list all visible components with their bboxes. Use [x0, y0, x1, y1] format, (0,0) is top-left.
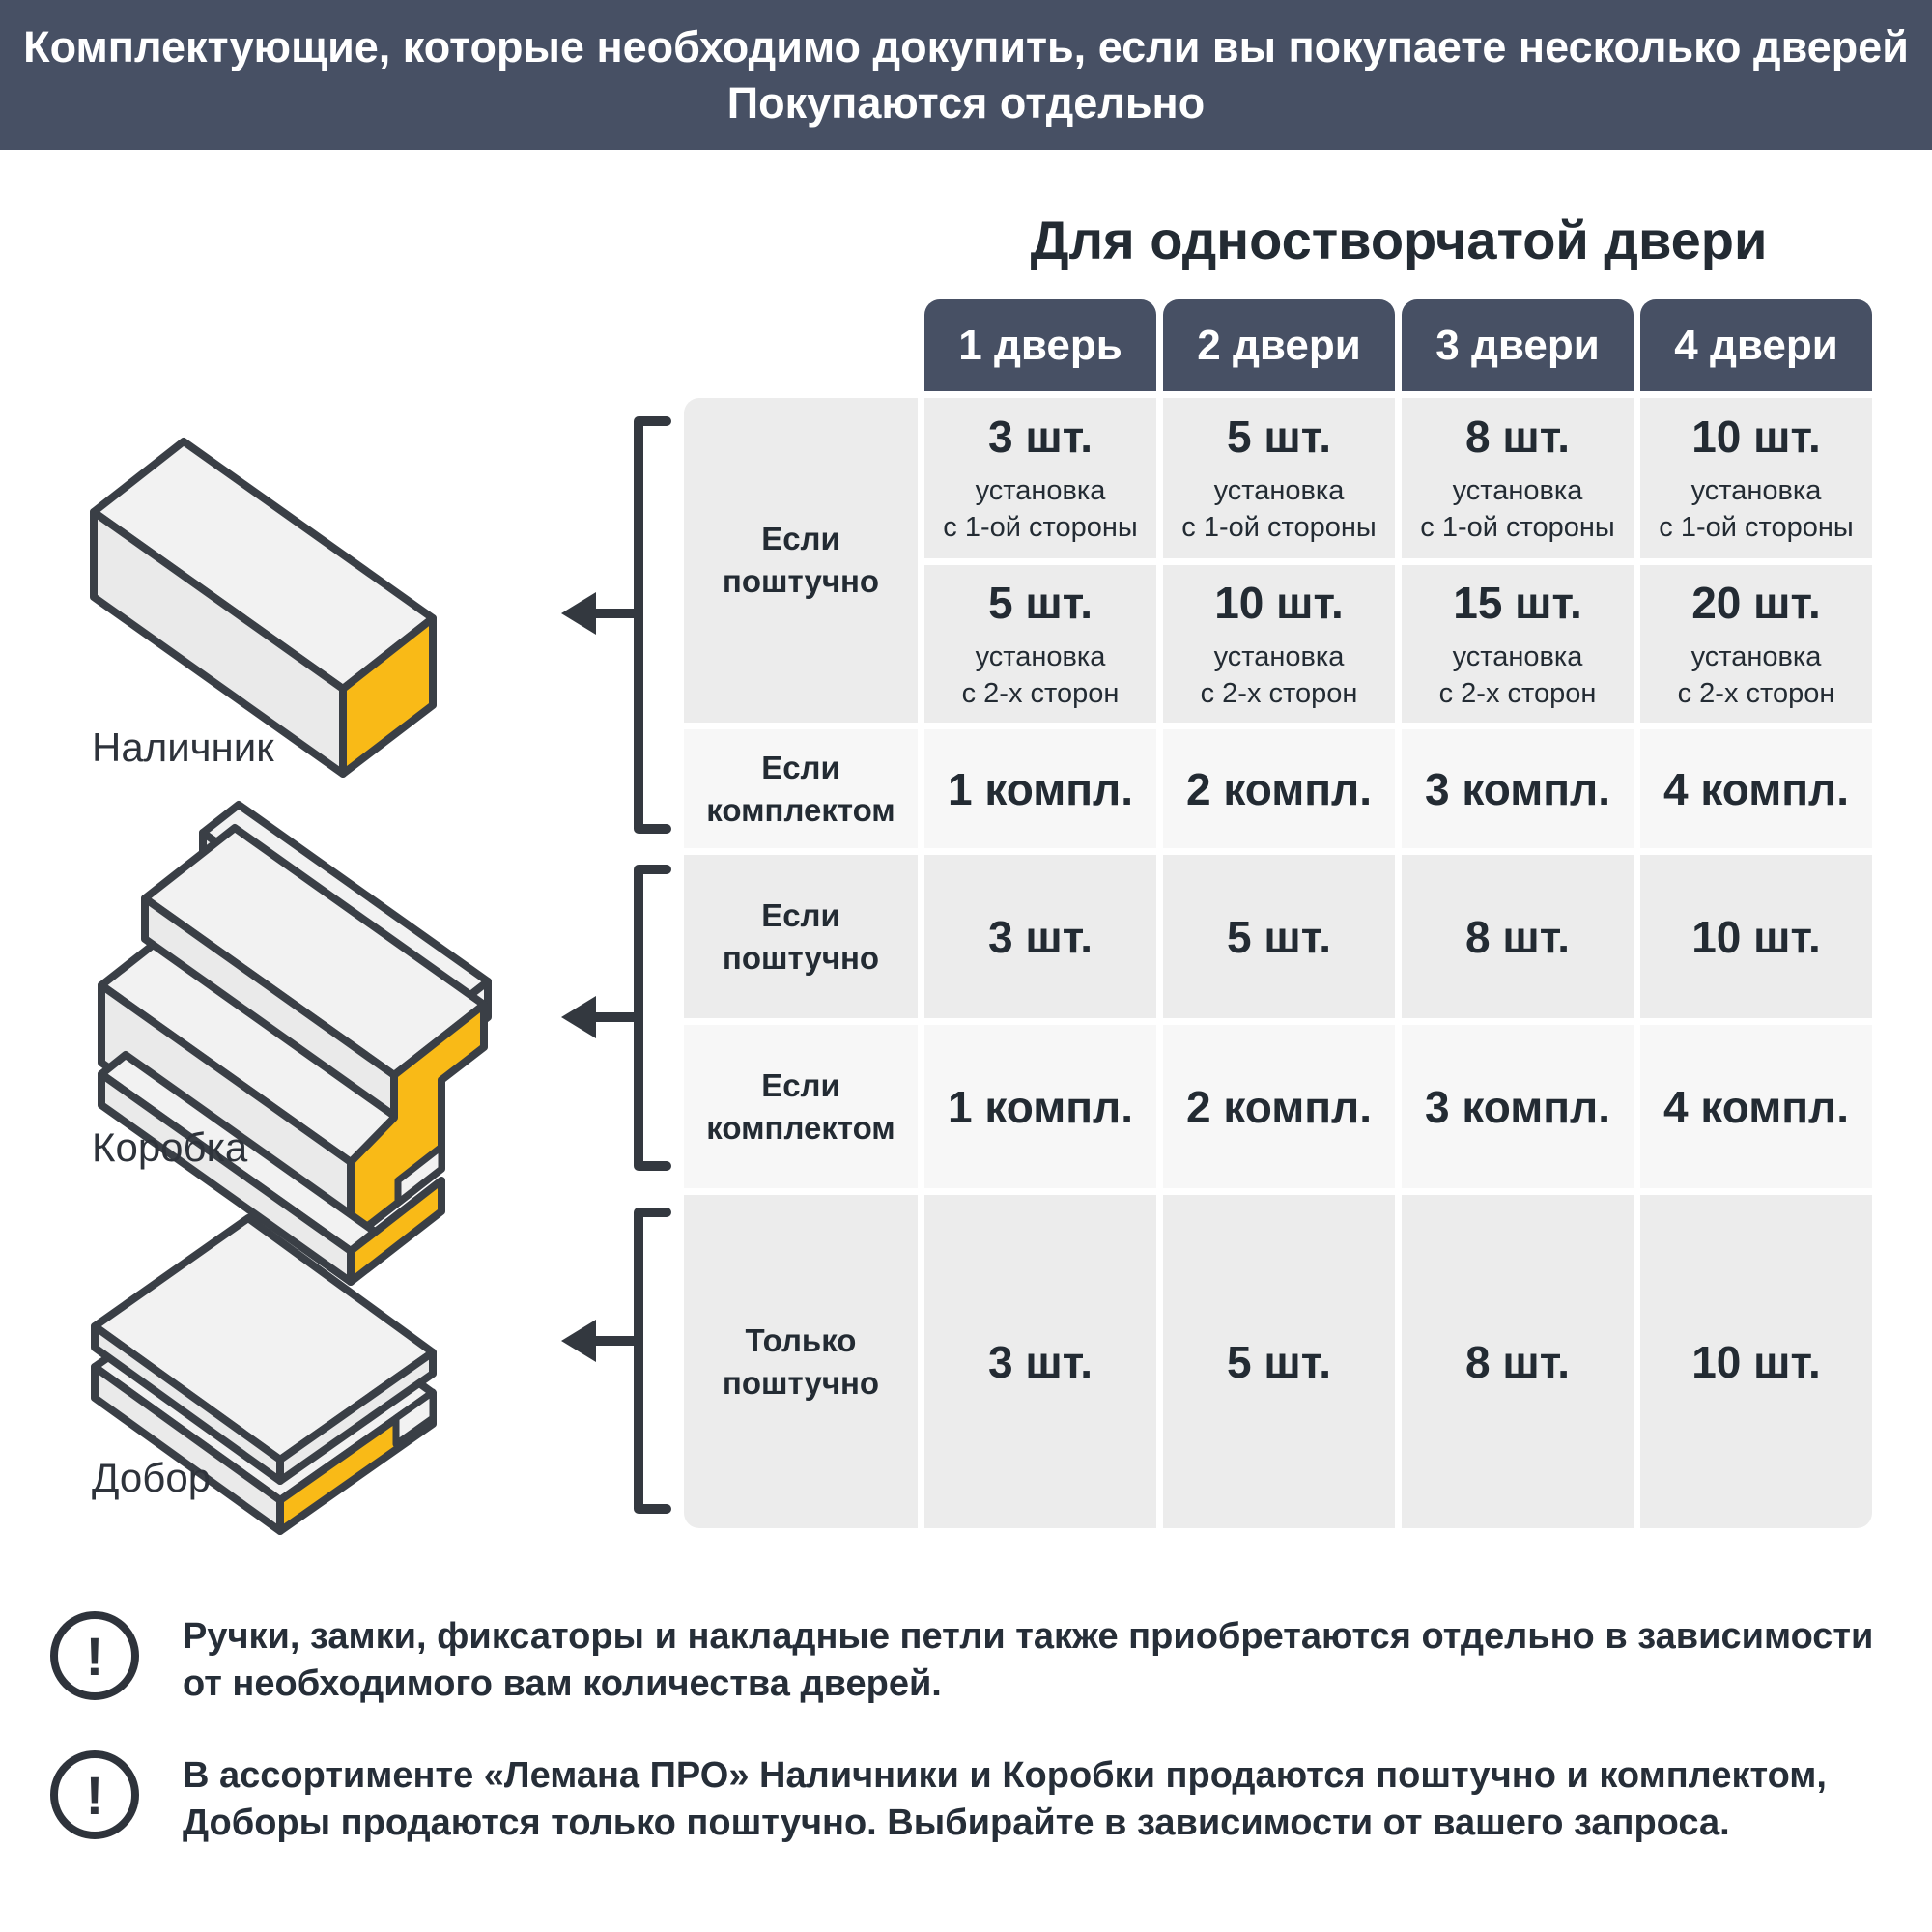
note-line: от необходимого вам количества дверей. [183, 1663, 942, 1704]
table-cell: 5 шт. установка с 2-х сторон [924, 565, 1156, 723]
table-cell: 2 компл. [1163, 729, 1395, 848]
table-cell: 10 шт. [1640, 1195, 1872, 1528]
row-label-korobka-per-piece: Если поштучно [684, 855, 918, 1018]
table-cell: 15 шт. установка с 2-х сторон [1402, 565, 1634, 723]
table-cell: 2 компл. [1163, 1025, 1395, 1188]
arrow-left-icon [561, 592, 596, 635]
table-cell: 3 шт. установка с 1-ой стороны [924, 398, 1156, 558]
item-label-nalichnik: Наличник [92, 724, 274, 770]
table-cell: 3 шт. [924, 855, 1156, 1018]
table-cell: 5 шт. [1163, 1195, 1395, 1528]
banner [0, 0, 1932, 150]
column-header-1-door: 1 дверь [924, 299, 1156, 391]
banner-line-2: Покупаются отдельно [726, 77, 1206, 128]
table-cell: 20 шт. установка с 2-х сторон [1640, 565, 1872, 723]
table-title: Для одностворчатой двери [1030, 210, 1768, 270]
item-label-korobka: Коробка [92, 1124, 248, 1170]
table-cell: 1 компл. [924, 1025, 1156, 1188]
row-label-dobor-per-piece-only: Только поштучно [684, 1195, 918, 1528]
row-label-nalichnik-per-piece: Если поштучно [684, 398, 918, 723]
table-cell: 8 шт. установка с 1-ой стороны [1402, 398, 1634, 558]
table-cell: 8 шт. [1402, 855, 1634, 1018]
table-cell: 5 шт. установка с 1-ой стороны [1163, 398, 1395, 558]
note-handles-locks [50, 1611, 1873, 1708]
table-cell: 1 компл. [924, 729, 1156, 848]
exclamation-icon: ! [50, 1611, 139, 1700]
row-label-nalichnik-set: Если комплектом [684, 729, 918, 848]
bracket-nalichnik-icon [561, 421, 667, 829]
quantities-table [684, 299, 1872, 1528]
illustrations [58, 396, 686, 1604]
table-cell: 4 компл. [1640, 1025, 1872, 1188]
item-label-dobor: Добор [92, 1455, 212, 1500]
column-header-4-doors: 4 двери [1640, 299, 1872, 391]
note-line: Доборы продаются только поштучно. Выбирайте в зависимости от вашего запроса. [183, 1803, 1730, 1843]
arrow-left-icon [561, 1320, 596, 1362]
table-cell: 3 компл. [1402, 729, 1634, 848]
column-header-3-doors: 3 двери [1402, 299, 1634, 391]
exclamation-icon: ! [50, 1750, 139, 1839]
korobka-illustration [101, 805, 488, 1282]
bracket-dobor-icon [561, 1212, 667, 1509]
arrow-left-icon [561, 996, 596, 1038]
table-cell: 5 шт. [1163, 855, 1395, 1018]
note-line: Ручки, замки, фиксаторы и накладные петли также приобретаются отдельно в зависимости [183, 1616, 1874, 1657]
table-cell: 3 шт. [924, 1195, 1156, 1528]
column-header-2-doors: 2 двери [1163, 299, 1395, 391]
bracket-korobka-icon [561, 869, 667, 1166]
table-cell: 8 шт. [1402, 1195, 1634, 1528]
note-assortment [50, 1750, 1827, 1847]
table-cell: 10 шт. [1640, 855, 1872, 1018]
table-cell: 10 шт. установка с 1-ой стороны [1640, 398, 1872, 558]
banner-line-1: Комплектующие, которые необходимо докупить, если вы покупаете несколько дверей [23, 21, 1909, 71]
table-cell: 10 шт. установка с 2-х сторон [1163, 565, 1395, 723]
table-cell: 4 компл. [1640, 729, 1872, 848]
row-label-korobka-set: Если комплектом [684, 1025, 918, 1188]
note-line: В ассортименте «Лемана ПРО» Наличники и Коробки продаются поштучно и комплектом, [183, 1755, 1827, 1796]
table-cell: 3 компл. [1402, 1025, 1634, 1188]
